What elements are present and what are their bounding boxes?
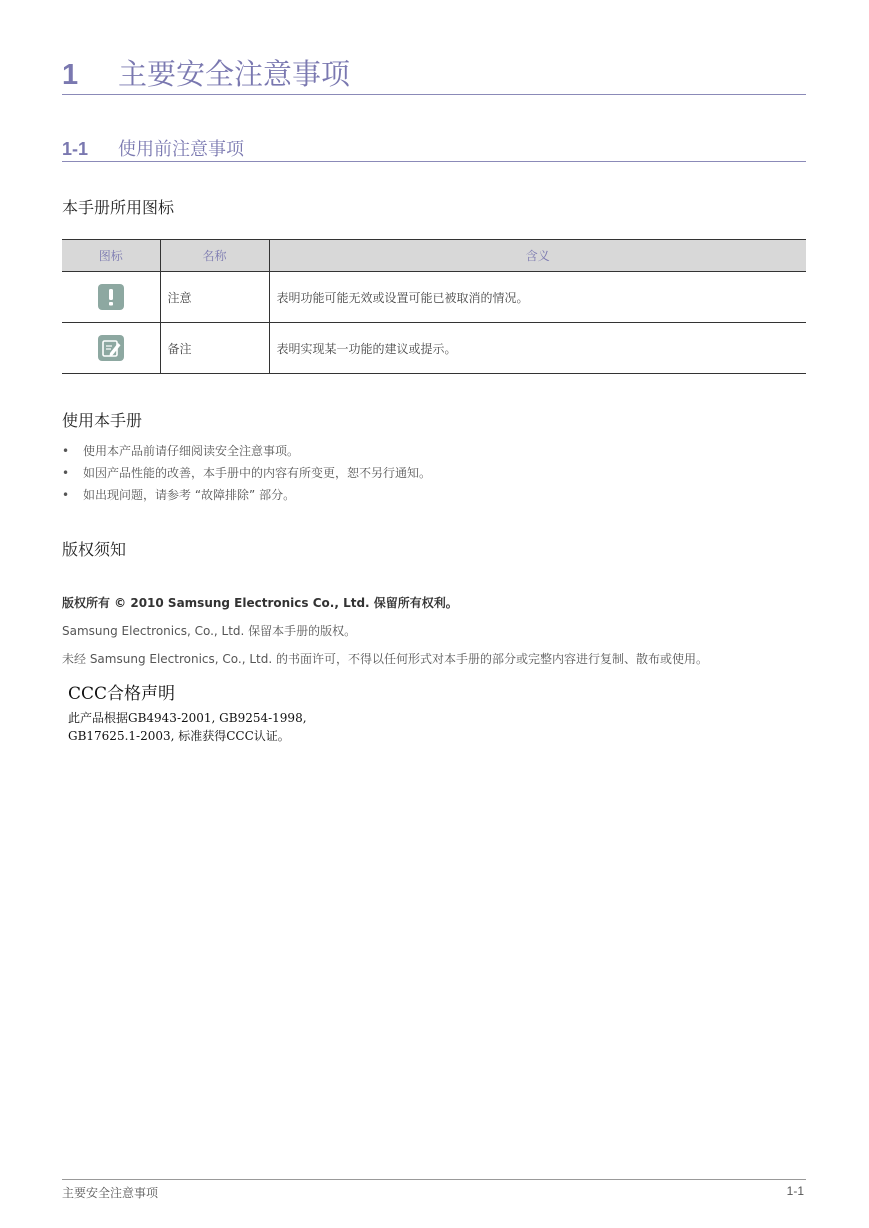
footer-page-number: 1-1 [786, 1184, 804, 1198]
table-header-meaning: 含义 [269, 240, 806, 272]
list-item: • 如因产品性能的改善，本手册中的内容有所变更，恕不另行通知。 [62, 466, 432, 480]
table-cell-meaning: 表明功能可能无效或设置可能已被取消的情况。 [269, 272, 806, 323]
chapter-title [62, 56, 806, 95]
table-cell-icon [62, 272, 160, 323]
table-row [62, 323, 806, 374]
exclamation-icon [98, 284, 124, 310]
table-cell-icon [62, 323, 160, 374]
section-number: 1-1 [62, 139, 89, 159]
copyright-section-heading: 版权须知 [62, 540, 127, 559]
table-cell-meaning: 表明实现某一功能的建议或提示。 [269, 323, 806, 374]
ccc-title: CCC合格声明 [68, 684, 176, 704]
copyright-owner-line: Samsung Electronics, Co., Ltd. 保留本手册的版权。 [62, 624, 357, 638]
list-item: • 使用本产品前请仔细阅读安全注意事项。 [62, 444, 300, 458]
page-footer [62, 1179, 806, 1201]
chapter-title-text: 主要安全注意事项 [118, 57, 351, 91]
section-title [62, 138, 806, 162]
copyright-statement: 版权所有 © 2010 Samsung Electronics Co., Ltd. 保留所有权利。 [62, 596, 458, 610]
table-header-name: 名称 [160, 240, 269, 272]
pencil-note-icon [98, 335, 124, 361]
usage-list [62, 440, 431, 506]
footer-chapter-title: 主要安全注意事项 [62, 1186, 159, 1200]
table-header-icon: 图标 [62, 240, 160, 272]
table-cell-name: 备注 [160, 323, 269, 374]
ccc-line-1: 此产品根据GB4943-2001, GB9254-1998, [68, 711, 307, 725]
ccc-line-2: GB17625.1-2003, 标准获得CCC认证。 [68, 729, 290, 743]
icons-section-heading: 本手册所用图标 [62, 198, 175, 217]
usage-section-heading: 使用本手册 [62, 411, 143, 430]
copyright-restriction-line: 未经 Samsung Electronics, Co., Ltd. 的书面许可，不得以任何形式对本手册的部分或完整内容进行复制、散布或使用。 [62, 652, 708, 666]
icons-table [62, 239, 806, 374]
table-header-row [62, 240, 806, 272]
chapter-number: 1 [62, 59, 79, 91]
list-item: • 如出现问题，请参考 “故障排除” 部分。 [62, 488, 296, 502]
table-cell-name: 注意 [160, 272, 269, 323]
table-row [62, 272, 806, 323]
section-title-text: 使用前注意事项 [118, 139, 244, 160]
